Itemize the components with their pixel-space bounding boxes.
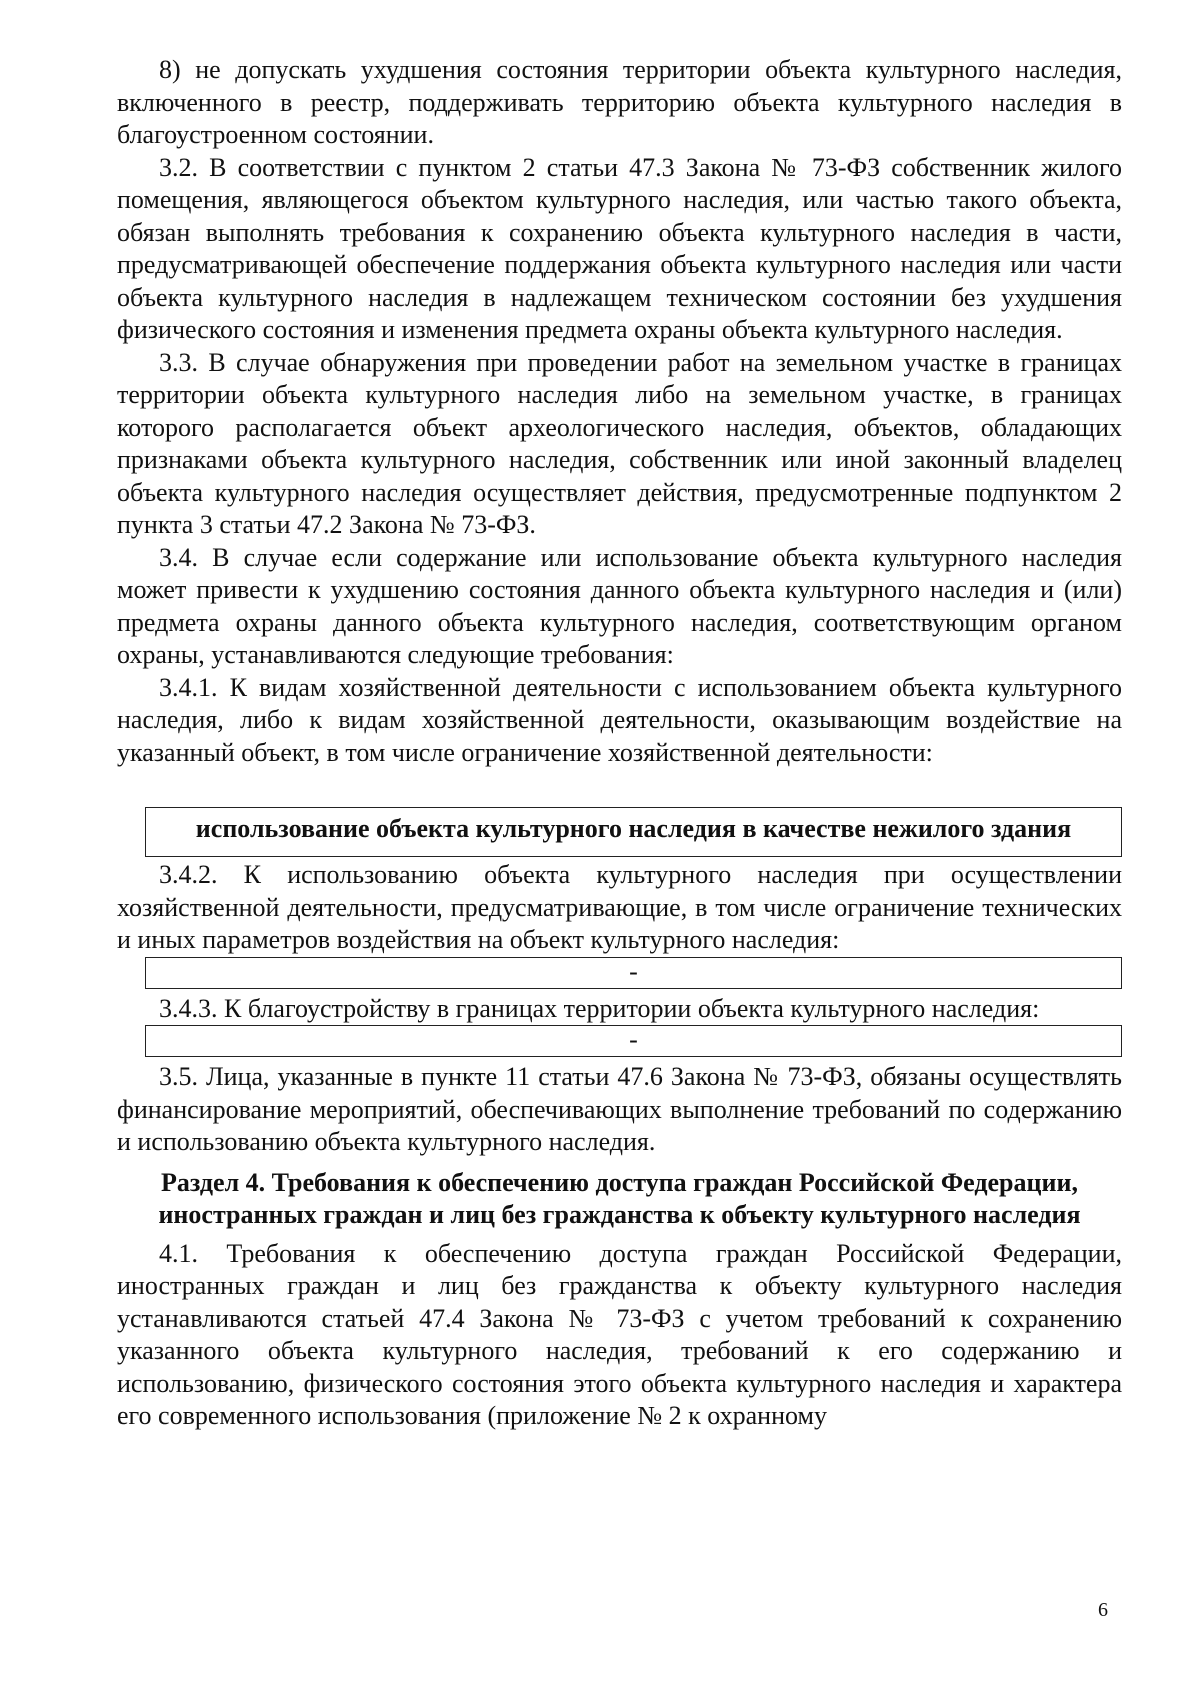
- page-number: 6: [1098, 1599, 1108, 1621]
- section-4-heading: Раздел 4. Требования к обеспечению доступа граждан Российской Федерации, иностранных граждан и лиц без гражданства к объекту культурного наследия: [158, 1167, 1081, 1229]
- paragraph-item-8: 8) не допускать ухудшения состояния территории объекта культурного наследия, включенного в реестр, поддерживать территорию объекта культурного наследия в благоустроенном состоянии.: [117, 55, 1122, 149]
- paragraph-3-4-3: 3.4.3. К благоустройству в границах территории объекта культурного наследия:: [159, 993, 1040, 1023]
- requirement-box-economic-activity: использование объекта культурного наследия в качестве нежилого здания: [145, 807, 1122, 857]
- paragraph-3-2: 3.2. В соответствии с пунктом 2 статьи 47.3 Закона № 73-ФЗ собственник жилого помещения, являющегося объектом культурного наследия, или частью такого объекта, обязан выполнять требования к сохранению объекта культурного наследия в части, предусматривающей обеспечение поддержания объекта культурного наследия или части объекта культурного наследия в надлежащем техническом состоянии без ухудшения физического состояния и изменения предмета охраны объекта культурного наследия.: [117, 152, 1122, 344]
- paragraph-3-4-2: 3.4.2. К использованию объекта культурного наследия при осуществлении хозяйственной деятельности, предусматривающие, в том числе ограничение технических и иных параметров воздействия на объект культурного наследия:: [117, 860, 1122, 954]
- paragraph-3-4: 3.4. В случае если содержание или использование объекта культурного наследия может привести к ухудшению состояния данного объекта культурного наследия и (или) предмета охраны данного объекта культурного наследия, соответствующим органом охраны, устанавливаются следующие требования:: [117, 542, 1122, 669]
- requirement-box-landscaping: -: [145, 1025, 1122, 1057]
- paragraph-3-5: 3.5. Лица, указанные в пункте 11 статьи 47.6 Закона № 73-ФЗ, обязаны осуществлять финансирование мероприятий, обеспечивающих выполнение требований по содержанию и использованию объекта культурного наследия.: [117, 1062, 1122, 1156]
- paragraph-3-3: 3.3. В случае обнаружения при проведении работ на земельном участке в границах территории объекта культурного наследия либо на земельном участке, в границах которого располагается объект археологического наследия, объектов, обладающих признаками объекта культурного наследия, собственник или иной законный владелец объекта культурного наследия осуществляет действия, предусмотренные подпунктом 2 пункта 3 статьи 47.2 Закона № 73-ФЗ.: [117, 347, 1122, 539]
- requirement-box-technical-parameters: -: [145, 957, 1122, 989]
- paragraph-4-1: 4.1. Требования к обеспечению доступа граждан Российской Федерации, иностранных граждан и лиц без гражданства к объекту культурного наследия устанавливаются статьей 47.4 Закона № 73-ФЗ с учетом требований к сохранению указанного объекта культурного наследия, требований к его содержанию и использованию, физического состояния этого объекта культурного наследия и характера его современного использования (приложение № 2 к охранному: [117, 1238, 1122, 1430]
- paragraph-3-4-1: 3.4.1. К видам хозяйственной деятельности с использованием объекта культурного наследия, либо к видам хозяйственной деятельности, оказывающим воздействие на указанный объект, в том числе ограничение хозяйственной деятельности:: [117, 672, 1122, 767]
- document-page: [117, 54, 1122, 1433]
